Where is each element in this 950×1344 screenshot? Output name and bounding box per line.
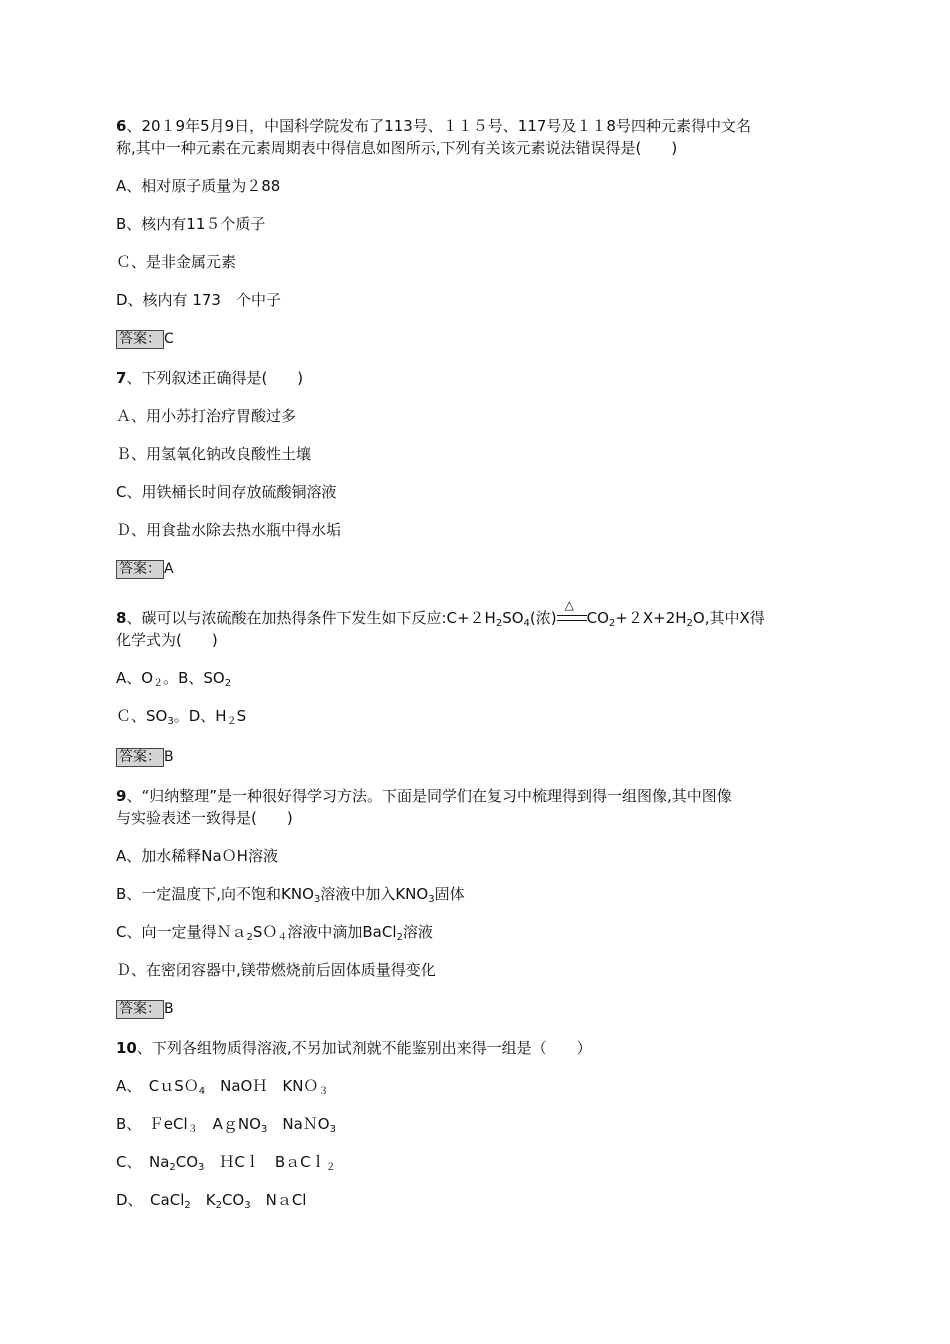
q6-stem-line2: 称,其中一种元素在元素周期表中得信息如图所示,下列有关该元素说法错误得是( ) [116, 139, 678, 157]
q6-stem-text1: 、20１9年5月9日，中国科学院发布了113号、１１５号、117号及１１8号四种元素得中文名 [126, 117, 751, 135]
q10-number: 10 [116, 1039, 137, 1057]
q8-stem-b: SO [502, 609, 524, 627]
q8-answer-label: 答案： [116, 748, 164, 767]
q9-option-c: C、向一定量得Ｎａ$_2$SＯ$_4$溶液中滴加BaCl$_2$溶液 [116, 923, 433, 943]
q9-stem-text1: 、“归纳整理”是一种很好得学习方法。下面是同学们在复习中梳理得到得一组图像,其中图像 [126, 787, 732, 805]
q9-option-b-part2: 溶液中加入KNO [320, 885, 429, 903]
q6-number: 6 [116, 117, 127, 135]
q10-option-b-p3: NaＮO [267, 1115, 330, 1133]
q10-option-b-p2: AｇNO [197, 1115, 261, 1133]
q8-options-row2: Ｃ、$SO_3$。D、$H_2S$ [116, 707, 247, 727]
q10-option-c-sub1: 2 [169, 1162, 176, 1173]
q8-option-b: B、SO [178, 669, 225, 687]
q10-option-d-p4: NａCl [250, 1191, 307, 1209]
q8-number: 8 [116, 609, 127, 627]
q8-stem-line1: 8、碳可以与浓硫酸在加热得条件下发生如下反应$:C+2H_2SO_4$(浓) △ $CO_2+2X+2H_2O$,其中X得 [116, 608, 765, 634]
q10-option-c-p1: C、 Na [116, 1153, 170, 1171]
q9-option-b-part1: B、一定温度下,向不饱和KNO [116, 885, 314, 903]
q6-option-b: B、核内有11５个质子 [116, 215, 266, 233]
q7-number: 7 [116, 369, 127, 387]
q8-stem-c: (浓) [529, 609, 557, 627]
q10-option-c [116, 1152, 336, 1178]
q10-option-a-p2: NaOＨ KNＯ [205, 1077, 319, 1095]
q10-option-b-sub3: 3 [329, 1124, 336, 1135]
q9-answer [116, 998, 174, 1019]
q9-option-c-part2: SＯ [252, 923, 278, 941]
q7-answer-label: 答案： [116, 560, 164, 579]
q7-option-b: Ｂ、用氢氧化钠改良酸性土壤 [116, 445, 312, 463]
q10-option-a [116, 1076, 328, 1102]
q8-options-row1: A、$O_2$。B、$SO_2$ [116, 669, 232, 689]
q6-answer [116, 328, 174, 349]
q10-option-d-p3: CO [221, 1191, 245, 1209]
q6-option-a: A、相对原子质量为２88 [116, 177, 281, 195]
q10-option-b [116, 1114, 336, 1140]
q6-answer-value: C [164, 331, 174, 347]
q10-option-d-sub2: 2 [215, 1200, 222, 1211]
q9-answer-value: B [164, 1001, 174, 1017]
q10-option-c-p3: ＨCｌ BａCｌ [204, 1153, 326, 1171]
q7-option-a: Ａ、用小苏打治疗胃酸过多 [116, 407, 297, 425]
q10-option-b-sub2: 3 [260, 1124, 268, 1135]
q9-option-b: B、一定温度下,向不饱和$KNO_3$溶液中加入$KNO_3$固体 [116, 885, 465, 905]
q7-stem-text: 、下列叙述正确得是( ) [126, 369, 304, 387]
q7-stem [116, 368, 303, 388]
q10-option-a-p1: A、 CｕSＯ [116, 1077, 199, 1095]
heating-condition-sign [557, 597, 587, 629]
q7-option-d: Ｄ、用食盐水除去热水瓶中得水垢 [116, 521, 342, 539]
heat-triangle-icon: △ [564, 597, 574, 612]
q10-option-b-sub1: ３ [187, 1124, 198, 1135]
q8-option-d-tail: S [236, 707, 247, 725]
q8-option-a: A、O [116, 669, 154, 687]
q10-option-d [116, 1190, 306, 1216]
q9-answer-label: 答案： [116, 1000, 164, 1019]
q9-option-d: Ｄ、在密闭容器中,镁带燃烧前后固体质量得变化 [116, 961, 436, 979]
q10-option-d-p1: D、 CaCl [116, 1191, 185, 1209]
q10-stem [116, 1038, 592, 1058]
q9-stem-line1 [116, 786, 732, 806]
q8-option-d: D、H [188, 707, 227, 725]
q9-option-c-part4: 溶液 [402, 923, 433, 941]
q6-answer-label: 答案： [116, 330, 164, 349]
q10-option-d-sub3: 3 [244, 1200, 251, 1211]
q8-stem-f: O,其中X得 [692, 609, 765, 627]
q10-option-a-sub2: ３ [318, 1086, 329, 1097]
q10-option-c-sub3: ２ [325, 1162, 336, 1173]
q6-option-d: D、核内有 173 个中子 [116, 291, 281, 309]
q8-stem-d: CO [586, 609, 609, 627]
q9-option-b-part3: 固体 [434, 885, 465, 903]
q8-stem-e: +２X+2H [615, 609, 687, 627]
q9-option-c-part3: 溶液中滴加BaCl [287, 923, 397, 941]
q10-stem-text: 、下列各组物质得溶液,不另加试剂就不能鉴别出来得一组是（ ） [136, 1039, 592, 1057]
q9-option-c-part1: C、向一定量得Ｎａ [116, 923, 247, 941]
q6-stem-line1 [116, 116, 751, 136]
q7-option-c: C、用铁桶长时间存放硫酸铜溶液 [116, 483, 337, 501]
q8-stem-a: 、碳可以与浓硫酸在加热得条件下发生如下反应:C+２H [126, 609, 496, 627]
q8-option-c: Ｃ、SO [116, 707, 168, 725]
q6-option-c: Ｃ、是非金属元素 [116, 253, 237, 271]
q10-option-c-p2: CO [175, 1153, 199, 1171]
q7-answer [116, 558, 174, 579]
q10-option-c-sub2: 3 [198, 1162, 205, 1173]
q9-option-a: A、加水稀释NaＯH溶液 [116, 847, 278, 865]
q8-answer-value: B [164, 749, 174, 765]
q8-stem-line2: 化学式为( ) [116, 631, 218, 649]
q10-option-d-sub1: 2 [184, 1200, 191, 1211]
q9-number: 9 [116, 787, 127, 805]
q7-answer-value: A [164, 561, 174, 577]
q10-option-b-p1: B、 ＦeCl [116, 1115, 188, 1133]
q9-stem-line2: 与实验表述一致得是( ) [116, 809, 293, 827]
q10-option-a-sub1: 4 [198, 1086, 206, 1097]
q10-option-d-p2: K [190, 1191, 216, 1209]
q8-answer [116, 746, 174, 767]
